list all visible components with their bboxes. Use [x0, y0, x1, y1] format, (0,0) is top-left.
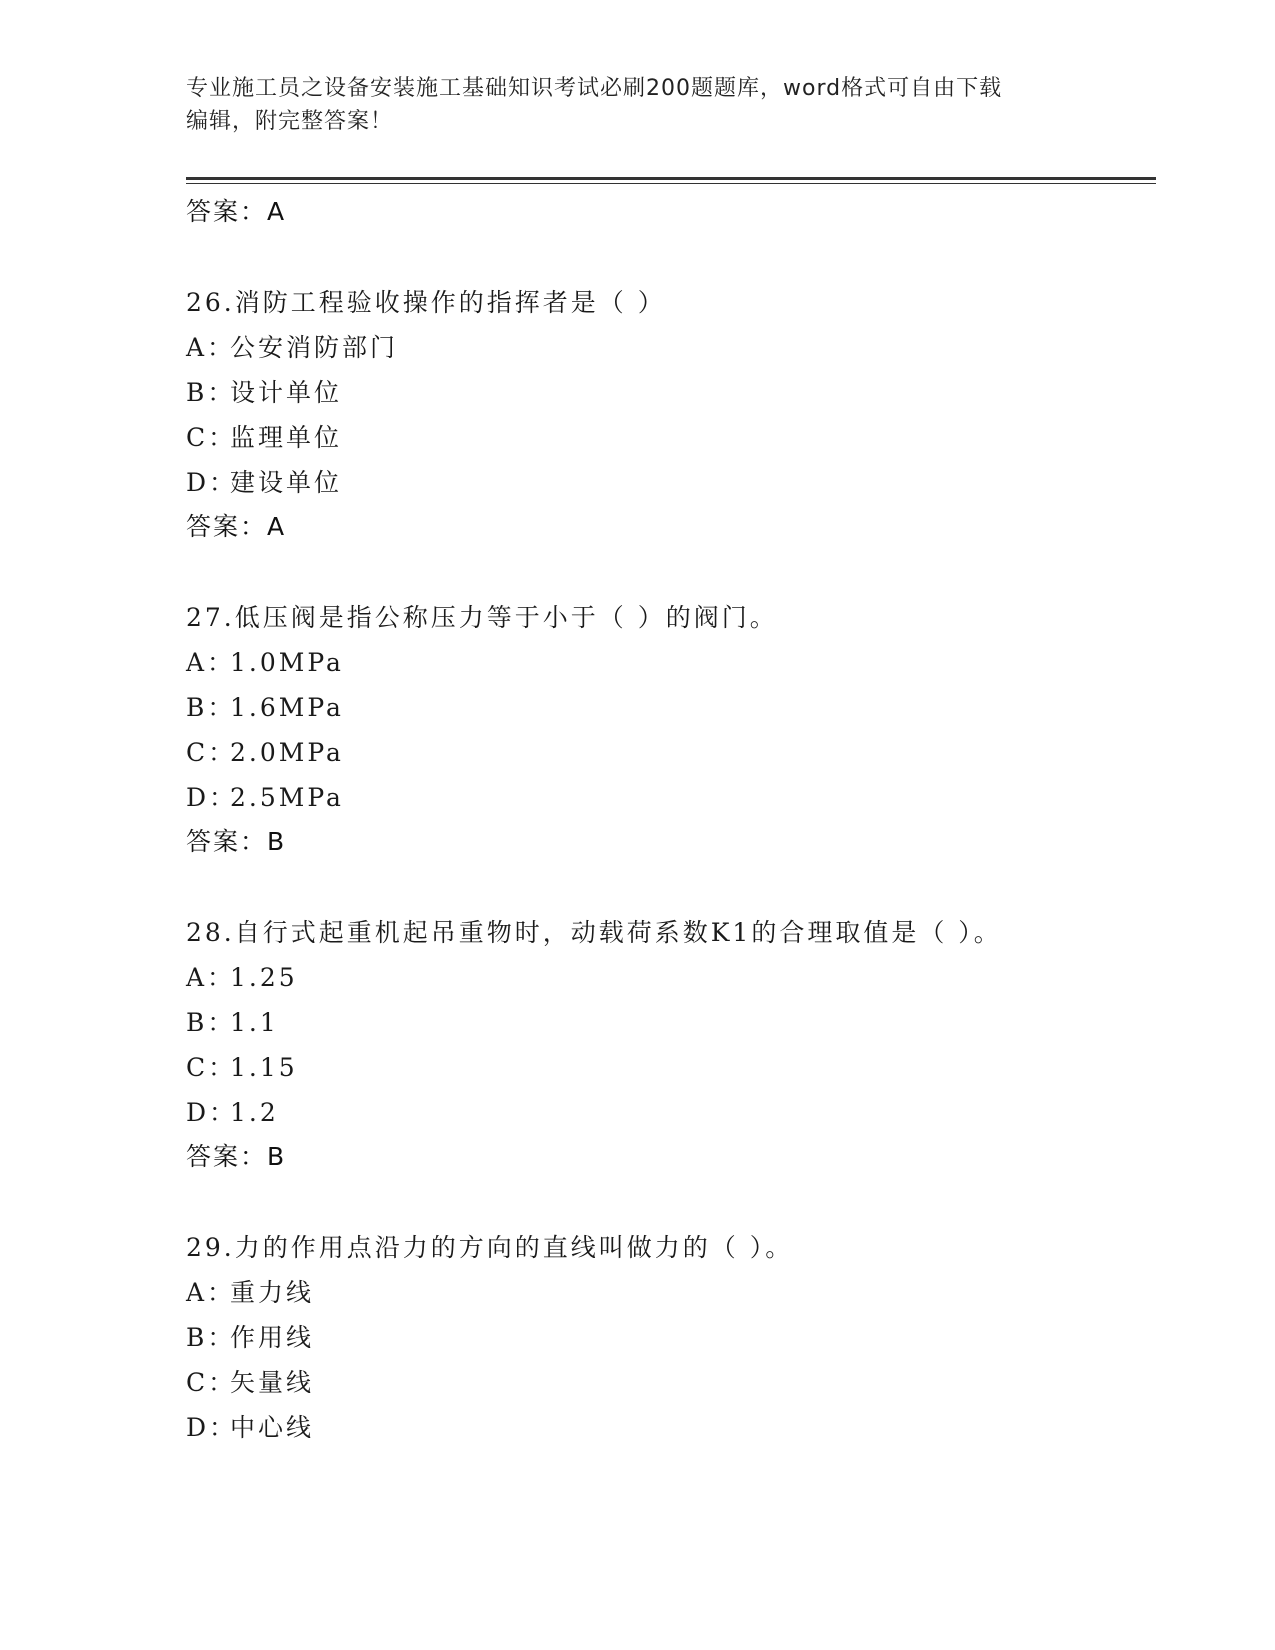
option-key: A：	[186, 963, 236, 992]
answer-line: 答案：A	[186, 197, 287, 226]
question-item	[186, 910, 1156, 1179]
option-key: B：	[186, 378, 236, 407]
option-text: 重力线	[230, 1278, 315, 1307]
option-d	[186, 775, 1156, 820]
spacer	[186, 549, 1156, 595]
spacer	[186, 864, 1156, 910]
answer-line: 答案：B	[186, 827, 287, 856]
option-text: 1.6MPa	[230, 693, 344, 722]
spacer	[186, 234, 1156, 280]
option-key: B：	[186, 1008, 236, 1037]
option-text: 1.15	[230, 1053, 298, 1082]
option-text: 公安消防部门	[230, 333, 399, 362]
option-b	[186, 1315, 1156, 1360]
option-key: D：	[186, 468, 238, 497]
header-line-2: 编辑，附完整答案！	[186, 109, 394, 134]
answer-line: 答案：B	[186, 1142, 287, 1171]
option-c	[186, 1360, 1156, 1405]
option-a	[186, 325, 1156, 370]
question-stem: 28.自行式起重机起吊重物时，动载荷系数K1的合理取值是（ ）。	[186, 918, 1002, 947]
question-item	[186, 595, 1156, 864]
option-b	[186, 685, 1156, 730]
option-key: B：	[186, 1323, 236, 1352]
option-text: 1.2	[230, 1098, 279, 1127]
option-c	[186, 1045, 1156, 1090]
option-d	[186, 460, 1156, 505]
header-rule-thick	[186, 177, 1156, 180]
option-text: 中心线	[230, 1413, 315, 1442]
question-list	[186, 190, 1156, 1450]
question-item	[186, 280, 1156, 549]
option-a	[186, 640, 1156, 685]
option-d	[186, 1405, 1156, 1450]
question-stem: 26.消防工程验收操作的指挥者是（ ）	[186, 288, 666, 317]
spacer	[186, 1179, 1156, 1225]
header-rule-thin	[186, 183, 1156, 184]
option-text: 作用线	[230, 1323, 315, 1352]
option-text: 设计单位	[230, 378, 343, 407]
option-text: 1.0MPa	[230, 648, 344, 677]
option-b	[186, 370, 1156, 415]
option-a	[186, 955, 1156, 1000]
option-key: D：	[186, 1413, 238, 1442]
option-key: A：	[186, 648, 236, 677]
option-key: B：	[186, 693, 236, 722]
option-c	[186, 415, 1156, 460]
option-text: 1.1	[230, 1008, 279, 1037]
option-b	[186, 1000, 1156, 1045]
option-text: 2.5MPa	[230, 783, 344, 812]
option-text: 1.25	[230, 963, 298, 992]
option-text: 监理单位	[230, 423, 343, 452]
option-key: D：	[186, 783, 238, 812]
option-text: 建设单位	[230, 468, 343, 497]
question-item	[186, 1225, 1156, 1450]
option-key: A：	[186, 333, 236, 362]
option-text: 2.0MPa	[230, 738, 344, 767]
option-key: C：	[186, 738, 237, 767]
question-stem: 29.力的作用点沿力的方向的直线叫做力的（ ）。	[186, 1233, 794, 1262]
option-key: D：	[186, 1098, 238, 1127]
option-key: C：	[186, 423, 237, 452]
option-c	[186, 730, 1156, 775]
option-d	[186, 1090, 1156, 1135]
option-a	[186, 1270, 1156, 1315]
answer-line: 答案：A	[186, 512, 287, 541]
document-header	[186, 72, 1076, 138]
question-stem: 27.低压阀是指公称压力等于小于（ ）的阀门。	[186, 603, 778, 632]
header-line-1: 专业施工员之设备安装施工基础知识考试必刷200题题库，word格式可自由下载	[186, 76, 1003, 101]
option-key: C：	[186, 1053, 237, 1082]
option-key: A：	[186, 1278, 236, 1307]
option-text: 矢量线	[230, 1368, 315, 1397]
option-key: C：	[186, 1368, 237, 1397]
